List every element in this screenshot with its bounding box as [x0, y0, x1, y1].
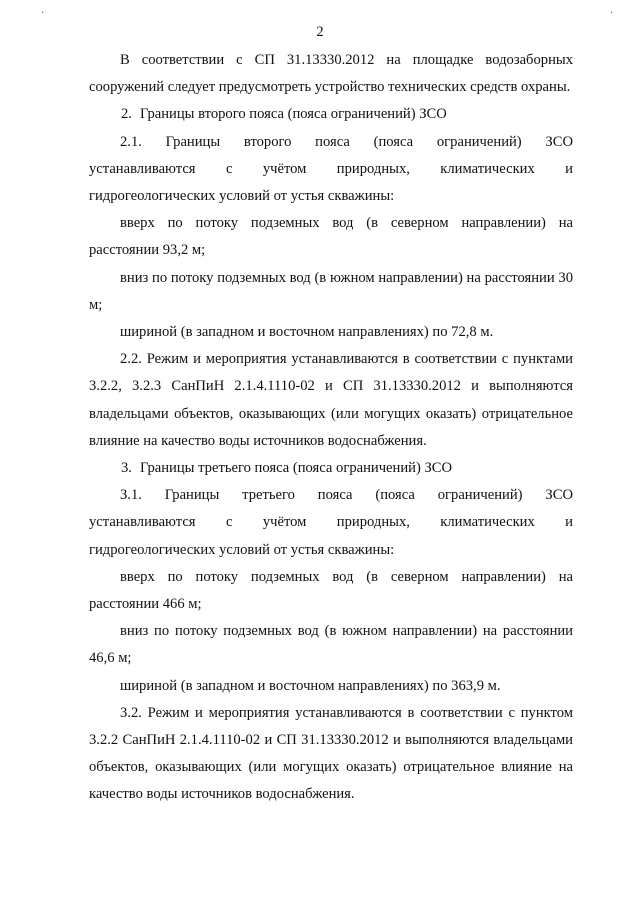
section-3-heading — [89, 455, 573, 482]
section-2-upstream: вверх по потоку подземных вод (в северном направлении) на расстоянии 93,2 м; — [89, 215, 573, 259]
section-2-1-line-2: устанавливаются с учётом природных, климатических и — [89, 160, 573, 177]
section-3-number: 3. — [121, 460, 132, 477]
section-3-2-paragraph: 3.2. Режим и мероприятия устанавливаются в соответствии с пунктом 3.2.2 СанПиН 2.1.4.1110-02 и СП 31.13330.2012 и выполняются владельцами объектов, оказывающих (или могущих оказать) отрицательное влияние на качество воды источников водоснабжения. — [89, 704, 573, 803]
section-2-title: Границы второго пояса (пояса ограничений) ЗСО — [139, 106, 447, 123]
section-3-upstream: вверх по потоку подземных вод (в северном направлении) на расстоянии 466 м; — [89, 568, 573, 613]
section-3-1-line-1: 3.1. Границы третьего пояса (пояса ограничений) ЗСО — [120, 487, 573, 504]
scan-speck: · — [610, 8, 614, 19]
section-2-downstream: вниз по потоку подземных вод (в южном направлении) на расстоянии 30 м; — [89, 269, 573, 313]
section-2-number: 2. — [121, 106, 132, 123]
section-2-2-paragraph: 2.2. Режим и мероприятия устанавливаются в соответствии с пунктами 3.2.2, 3.2.3 СанПиН 2.1.4.1110-02 и СП 31.13330.2012 и выполняются владельцами объектов, оказывающих (или могущих оказать) отрицательное влияние на качество воды источников водоснабжения. — [89, 351, 573, 449]
section-2-1-line-3: гидрогеологических условий от устья скважины: — [89, 188, 395, 205]
section-2-heading — [89, 101, 573, 128]
section-3-1-line-3: гидрогеологических условий от устья скважины: — [89, 541, 395, 558]
scan-speck: · — [41, 8, 45, 19]
section-3-1-line-2: устанавливаются с учётом природных, климатических и — [89, 514, 573, 531]
section-3-width: шириной (в западном и восточном направлениях) по 363,9 м. — [120, 677, 501, 694]
section-3-title: Границы третьего пояса (пояса ограничений) ЗСО — [139, 460, 453, 477]
section-2-1-line-1: 2.1. Границы второго пояса (пояса ограничений) ЗСО — [120, 133, 573, 150]
section-2-width: шириной (в западном и восточном направлениях) по 72,8 м. — [120, 324, 494, 341]
page-number: 2 — [316, 24, 324, 40]
section-3-downstream: вниз по потоку подземных вод (в южном направлении) на расстоянии 46,6 м; — [89, 623, 573, 667]
intro-paragraph: В соответствии с СП 31.13330.2012 на площадке водозаборных сооружений следует предусмотреть устройство технических средств охраны. — [89, 52, 573, 96]
document-body — [89, 47, 573, 809]
